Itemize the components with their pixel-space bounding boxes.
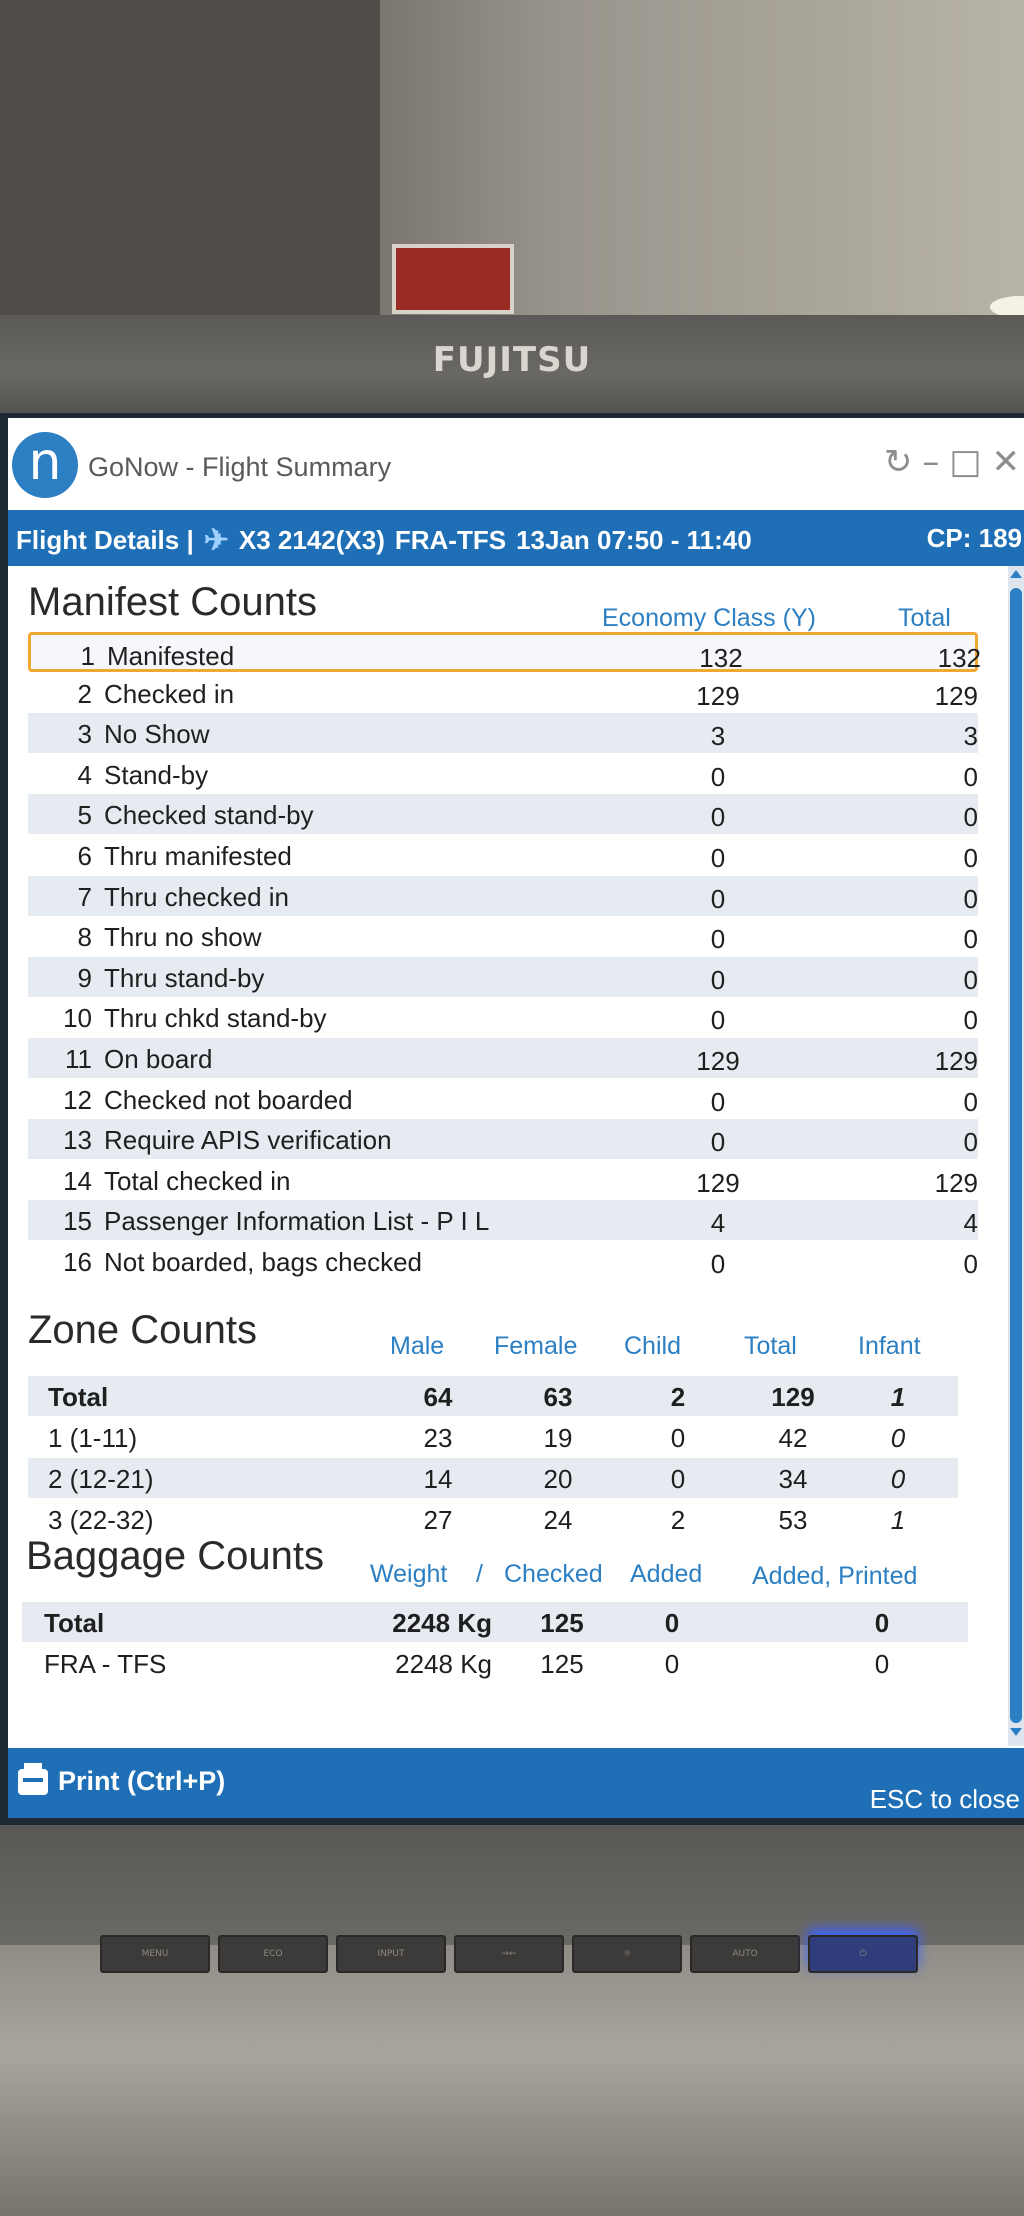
col-weight: Weight [370, 1560, 448, 1588]
baggage-title: Baggage Counts [26, 1534, 325, 1578]
row-label: Checked stand-by [104, 800, 314, 831]
maximize-icon[interactable]: □ [949, 442, 982, 482]
manifest-row[interactable] [28, 754, 978, 794]
row-number: 11 [65, 1044, 92, 1074]
baggage-weight: 2248 Kg [395, 1649, 492, 1679]
row-label: Not boarded, bags checked [104, 1247, 422, 1277]
total-value: 0 [963, 964, 978, 995]
cp-count: CP: 189 [926, 523, 1022, 553]
summary-content [8, 566, 1008, 1746]
row-label: Thru no show [104, 922, 262, 953]
row-label: Thru chkd stand-by [104, 1003, 327, 1034]
total-value: 129 [934, 1046, 978, 1076]
col-slash: / [476, 1560, 483, 1588]
col-total: Total [898, 604, 951, 632]
monitor-hardware-button[interactable]: MENU [100, 1935, 210, 1973]
print-label: Print (Ctrl+P) [58, 1766, 226, 1796]
close-icon[interactable]: ✕ [991, 442, 1020, 482]
flight-schedule: 13Jan 07:50 - 11:40 [516, 525, 752, 555]
economy-value: 129 [696, 1167, 740, 1198]
zone-name: 2 (12-21) [48, 1464, 154, 1494]
zone-row[interactable] [28, 1376, 958, 1416]
economy-value: 129 [696, 1046, 740, 1076]
child-count: 2 [670, 1382, 686, 1412]
monitor-hardware-button[interactable]: ☼ [572, 1935, 682, 1973]
col-zone-total: Total [744, 1332, 797, 1360]
total-value: 4 [963, 1208, 978, 1239]
male-count: 64 [423, 1382, 453, 1412]
male-count: 14 [423, 1464, 453, 1494]
manifest-row[interactable] [28, 997, 978, 1037]
minimize-icon[interactable]: – [922, 442, 940, 482]
child-count: 2 [670, 1505, 686, 1535]
zone-title: Zone Counts [28, 1308, 258, 1352]
male-count: 27 [423, 1505, 453, 1535]
total-value: 0 [963, 1249, 978, 1279]
flight-details-bar [8, 510, 1024, 566]
economy-value: 132 [699, 643, 743, 673]
plane-icon: ✈ [203, 524, 229, 557]
total-value: 0 [963, 802, 978, 833]
total-value: 0 [963, 761, 978, 792]
row-label: Manifested [107, 641, 235, 671]
total-value: 132 [937, 643, 981, 673]
child-count: 0 [670, 1423, 686, 1453]
col-child: Child [624, 1332, 681, 1360]
total-value: 0 [963, 843, 978, 873]
baggage-name: Total [44, 1608, 105, 1638]
male-count: 23 [423, 1423, 453, 1453]
manifest-row[interactable] [28, 957, 978, 997]
window-controls [884, 442, 1020, 482]
row-number: 14 [63, 1165, 92, 1196]
baggage-added-printed: 0 [874, 1608, 890, 1638]
infant-count: 1 [890, 1382, 906, 1412]
row-label: Stand-by [104, 759, 209, 790]
manifest-row[interactable] [28, 632, 981, 673]
row-label: On board [104, 1044, 213, 1074]
printer-icon [18, 1769, 48, 1795]
flight-route: FRA-TFS [394, 525, 507, 555]
economy-value: 3 [710, 721, 726, 752]
manifest-row[interactable] [28, 1038, 978, 1078]
total-value: 0 [963, 924, 978, 955]
female-count: 19 [543, 1423, 573, 1453]
window-title: GoNow - Flight Summary [88, 452, 392, 482]
monitor-hardware-button[interactable]: →← [454, 1935, 564, 1973]
row-number: 7 [77, 881, 92, 912]
total-value: 0 [963, 1127, 978, 1158]
manifest-row[interactable] [28, 1079, 978, 1119]
row-label: Thru manifested [104, 841, 292, 871]
col-economy: Economy Class (Y) [602, 604, 816, 632]
col-added: Added [630, 1560, 703, 1588]
baggage-added-printed: 0 [874, 1649, 890, 1679]
economy-value: 4 [710, 1208, 726, 1239]
title-bar [8, 418, 1024, 510]
manifest-row[interactable] [28, 713, 978, 753]
economy-value: 0 [710, 964, 726, 995]
row-number: 6 [77, 841, 92, 871]
row-label: Total checked in [104, 1165, 291, 1196]
zone-row[interactable] [28, 1499, 958, 1539]
female-count: 63 [543, 1382, 573, 1412]
manifest-row[interactable] [28, 1119, 978, 1159]
baggage-checked: 125 [540, 1608, 584, 1638]
economy-value: 129 [696, 680, 740, 711]
economy-value: 0 [710, 802, 726, 833]
monitor-screen [0, 413, 1024, 1825]
row-number: 15 [63, 1206, 92, 1237]
zone-total: 129 [771, 1382, 815, 1412]
economy-value: 0 [710, 883, 726, 914]
infant-count: 0 [890, 1423, 906, 1453]
row-label: Thru checked in [104, 881, 289, 912]
zone-name: 3 (22-32) [48, 1505, 154, 1535]
zone-name: 1 (1-11) [48, 1423, 138, 1453]
scroll-thumb[interactable] [1010, 588, 1022, 1723]
row-label: Checked in [104, 678, 235, 709]
total-value: 0 [963, 883, 978, 914]
row-label: Checked not boarded [104, 1084, 353, 1115]
economy-value: 0 [710, 1249, 726, 1279]
monitor-hardware-button[interactable]: ⏻ [808, 1935, 918, 1973]
col-checked: Checked [504, 1560, 603, 1588]
scroll-up-icon[interactable] [1010, 570, 1022, 578]
col-added-printed: Added, Printed [752, 1562, 918, 1590]
manifest-title: Manifest Counts [28, 580, 318, 624]
manifest-row[interactable] [28, 1200, 978, 1240]
economy-value: 0 [710, 1005, 726, 1036]
footer-bar [8, 1748, 1024, 1818]
baggage-row[interactable] [22, 1602, 968, 1642]
gonow-logo: n [12, 432, 78, 498]
zone-total: 34 [778, 1464, 808, 1494]
total-value: 3 [963, 721, 978, 752]
row-number: 2 [77, 678, 92, 709]
monitor-hardware-button[interactable]: AUTO [690, 1935, 800, 1973]
female-count: 24 [543, 1505, 573, 1535]
manifest-row[interactable] [28, 1241, 978, 1281]
monitor-stand [0, 1945, 1024, 2216]
manifest-row[interactable] [28, 835, 978, 875]
female-count: 20 [543, 1464, 573, 1494]
row-label: Require APIS verification [104, 1125, 392, 1156]
total-value: 129 [934, 680, 978, 711]
row-number: 9 [77, 962, 92, 993]
row-number: 3 [77, 719, 92, 750]
col-female: Female [494, 1332, 578, 1360]
total-value: 0 [963, 1005, 978, 1036]
row-number: 1 [80, 641, 95, 671]
zone-name: Total [48, 1382, 109, 1412]
row-number: 13 [63, 1125, 92, 1156]
baggage-checked: 125 [540, 1649, 584, 1679]
economy-value: 0 [710, 1127, 726, 1158]
baggage-added: 0 [664, 1608, 680, 1638]
total-value: 129 [934, 1167, 978, 1198]
row-number: 10 [63, 1003, 92, 1034]
zone-total: 42 [778, 1423, 808, 1453]
economy-value: 0 [710, 1086, 726, 1117]
flight-summary-window [8, 418, 1024, 1818]
esc-close-hint[interactable]: ESC to close [869, 1784, 1020, 1814]
total-value: 0 [963, 1086, 978, 1117]
baggage-weight: 2248 Kg [392, 1608, 492, 1638]
print-button[interactable] [18, 1766, 225, 1797]
manifest-row[interactable] [28, 673, 978, 713]
baggage-name: FRA - TFS [44, 1649, 167, 1679]
row-number: 5 [77, 800, 92, 831]
economy-value: 0 [710, 761, 726, 792]
manifest-row[interactable] [28, 876, 978, 916]
refresh-icon[interactable]: ↻ [883, 442, 913, 482]
infant-count: 1 [890, 1505, 906, 1535]
background-shadow [0, 0, 380, 315]
row-label: Passenger Information List - P I L [104, 1206, 490, 1237]
manifest-row[interactable] [28, 794, 978, 834]
monitor-buttons [100, 1935, 918, 1973]
row-number: 12 [63, 1084, 92, 1115]
monitor-hardware-button[interactable]: INPUT [336, 1935, 446, 1973]
zone-row[interactable] [28, 1458, 958, 1498]
economy-value: 0 [710, 843, 726, 873]
row-number: 4 [77, 759, 92, 790]
monitor-hardware-button[interactable]: ECO [218, 1935, 328, 1973]
monitor-bezel-bottom [0, 1825, 1024, 1945]
economy-value: 0 [710, 924, 726, 955]
flight-number: X3 2142(X3) [238, 525, 385, 555]
monitor-brand: FUJITSU [432, 340, 592, 380]
zone-total: 53 [778, 1505, 808, 1535]
col-infant: Infant [858, 1332, 921, 1360]
manifest-row[interactable] [28, 1160, 978, 1200]
row-number: 16 [63, 1247, 92, 1277]
flight-details-label: Flight Details | [16, 525, 194, 555]
scroll-down-icon[interactable] [1010, 1728, 1022, 1736]
manifest-row[interactable] [28, 916, 978, 956]
exit-sign [392, 244, 514, 314]
baggage-row[interactable] [22, 1643, 968, 1683]
baggage-added: 0 [664, 1649, 680, 1679]
col-male: Male [390, 1332, 445, 1360]
child-count: 0 [670, 1464, 686, 1494]
row-label: No Show [104, 719, 210, 750]
infant-count: 0 [890, 1464, 906, 1494]
row-label: Thru stand-by [104, 962, 265, 993]
row-number: 8 [77, 922, 92, 953]
zone-row[interactable] [28, 1417, 958, 1457]
